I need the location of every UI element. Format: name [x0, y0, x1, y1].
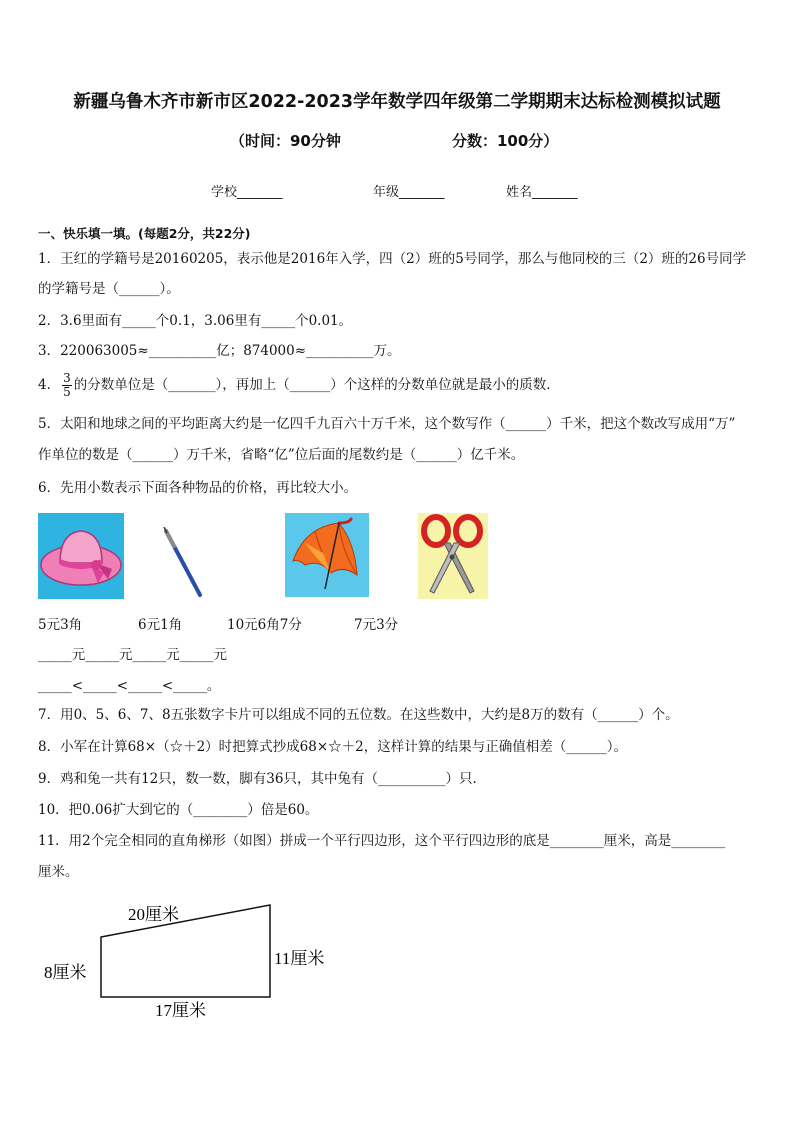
- question-5-line2: 作单位的数是（______）万千米，省略“亿”位后面的尾数约是（______）亿千米。: [38, 447, 525, 463]
- question-2: 2．3.6里面有_____个0.1，3.06里有_____个0.01。: [38, 313, 353, 329]
- time-label: （时间：90分钟: [230, 132, 341, 150]
- fraction-numerator: 3: [63, 371, 71, 385]
- question-11-line2: 厘米。: [38, 864, 79, 880]
- name-field: 姓名_______: [506, 185, 578, 200]
- question-10: 10．把0.06扩大到它的（________）倍是60。: [38, 802, 319, 818]
- question-11-line1: 11．用2个完全相同的直角梯形（如图）拼成一个平行四边形，这个平行四边形的底是________厘米，高是________: [38, 833, 726, 849]
- page-title: 新疆乌鲁木齐市新市区2022-2023学年数学四年级第二学期期末达标检测模拟试题: [73, 92, 721, 112]
- question-9: 9．鸡和兔一共有12只，数一数，脚有36只，其中兔有（__________）只.: [38, 771, 477, 787]
- question-1-line2: 的学籍号是（______）。: [38, 281, 180, 297]
- question-4: [38, 372, 560, 399]
- section-heading: 一、快乐填一填。(每题2分，共22分): [38, 226, 251, 241]
- scissors-icon: [418, 513, 488, 599]
- trapezoid-top-label: 20厘米: [128, 905, 179, 924]
- price-hat: 5元3角: [38, 617, 83, 633]
- fraction-denominator: 5: [63, 385, 71, 399]
- price-umbrella: 10元6角7分: [227, 617, 302, 633]
- price-pen: 6元1角: [138, 617, 183, 633]
- trapezoid-shape: [101, 905, 270, 997]
- grade-field: 年级_______: [373, 185, 445, 200]
- question-6-blanks-1: _____元_____元_____元_____元: [38, 647, 227, 663]
- question-3: 3．220063005≈__________亿；874000≈__________万。: [38, 343, 401, 359]
- question-7: 7．用0、5、6、7、8五张数字卡片可以组成不同的五位数。在这些数中，大约是8万的数有（______）个。: [38, 707, 679, 723]
- umbrella-icon: [285, 513, 369, 597]
- school-field: 学校_______: [211, 185, 283, 200]
- hat-icon: [38, 513, 124, 599]
- trapezoid-left-label: 8厘米: [44, 963, 87, 982]
- question-8: 8．小军在计算68×（☆＋2）时把算式抄成68×☆＋2，这样计算的结果与正确值相差（______）。: [38, 739, 627, 755]
- question-6: 6．先用小数表示下面各种物品的价格，再比较大小。: [38, 480, 358, 496]
- trapezoid-bottom-label: 17厘米: [155, 1001, 206, 1020]
- price-scissors: 7元3分: [354, 617, 399, 633]
- fraction: [62, 372, 72, 399]
- score-label: 分数：100分）: [452, 132, 559, 150]
- trapezoid-figure: [40, 895, 360, 1025]
- question-4-prefix: 4．: [38, 377, 61, 393]
- pen-icon: [160, 527, 208, 601]
- question-1-line1: 1．王红的学籍号是20160205，表示他是2016年入学，四（2）班的5号同学，那么与他同校的三（2）班的26号同学: [38, 251, 747, 267]
- question-6-blanks-2: _____<_____<_____<_____。: [38, 678, 221, 694]
- trapezoid-right-label: 11厘米: [274, 949, 325, 968]
- question-4-text: 的分数单位是（_______），再加上（______）个这样的分数单位就是最小的质数．: [73, 377, 560, 393]
- question-5-line1: 5．太阳和地球之间的平均距离大约是一亿四千九百六十万千米，这个数写作（______）千米，把这个数改写成用“万”: [38, 416, 736, 432]
